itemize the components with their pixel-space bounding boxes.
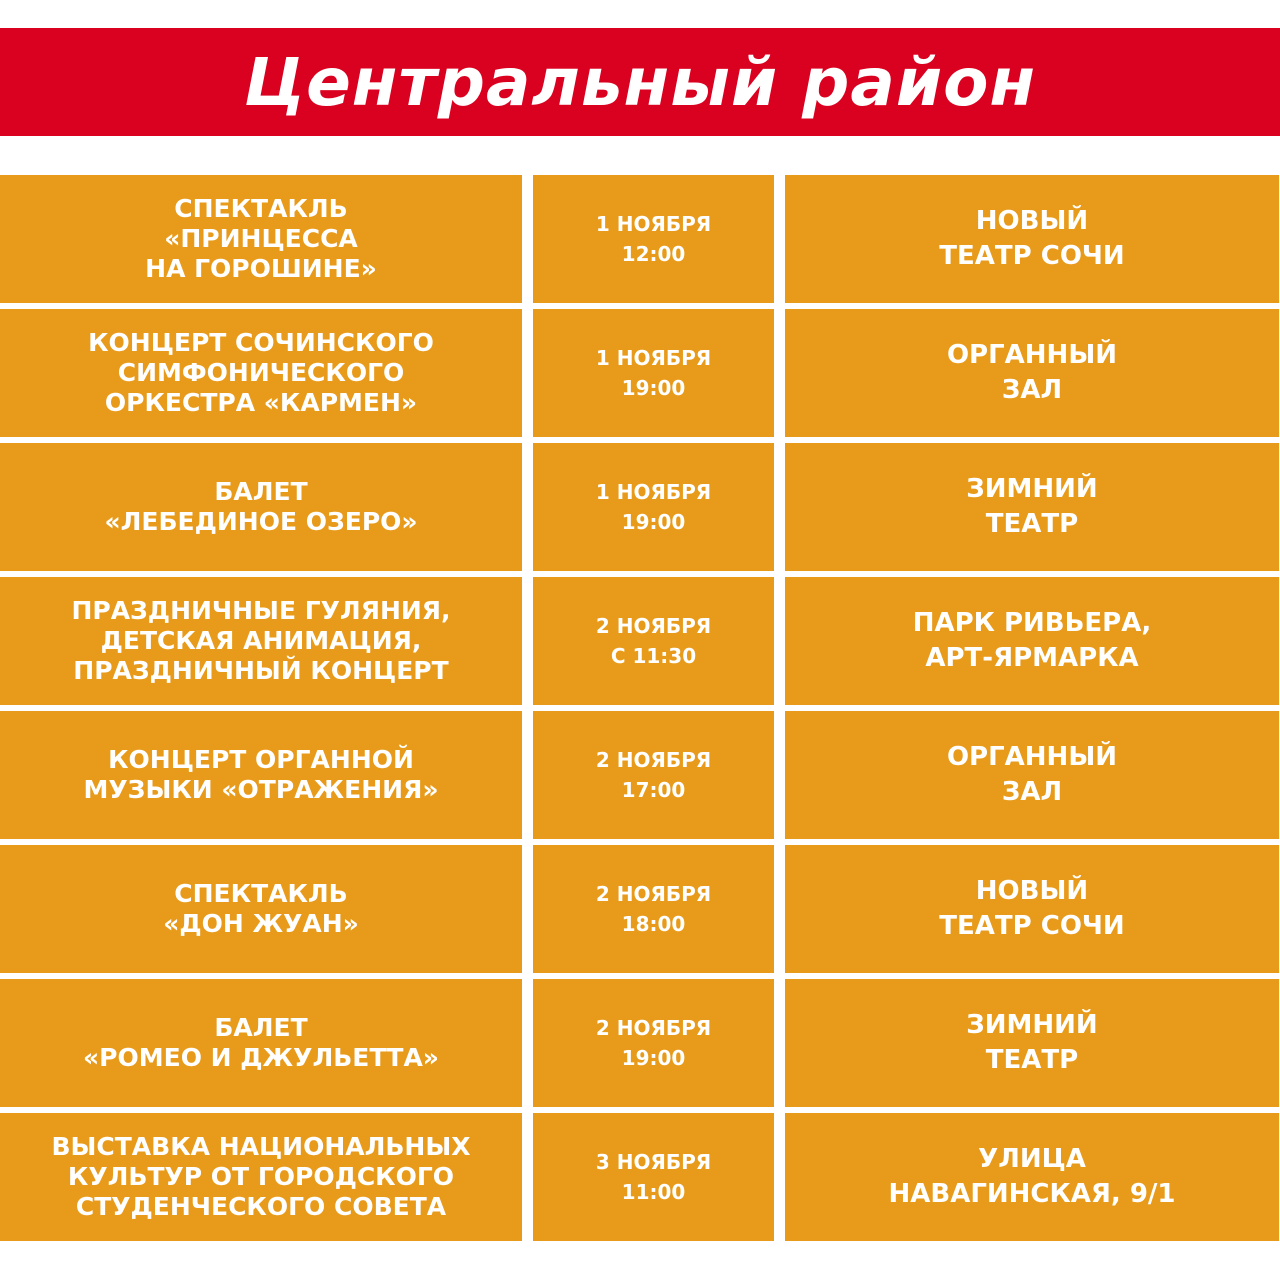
event-name: СПЕКТАКЛЬ «ПРИНЦЕССА НА ГОРОШИНЕ» xyxy=(0,175,522,303)
event-venue: ОРГАННЫЙ ЗАЛ xyxy=(785,711,1279,839)
event-name: СПЕКТАКЛЬ «ДОН ЖУАН» xyxy=(0,845,522,973)
event-datetime: 3 НОЯБРЯ 11:00 xyxy=(533,1113,774,1241)
event-datetime: 2 НОЯБРЯ 17:00 xyxy=(533,711,774,839)
schedule-table xyxy=(0,175,1280,1241)
event-name: БАЛЕТ «ЛЕБЕДИНОЕ ОЗЕРО» xyxy=(0,443,522,571)
title-banner xyxy=(0,28,1280,136)
event-name: БАЛЕТ «РОМЕО И ДЖУЛЬЕТТА» xyxy=(0,979,522,1107)
event-datetime: 1 НОЯБРЯ 19:00 xyxy=(533,443,774,571)
event-venue: УЛИЦА НАВАГИНСКАЯ, 9/1 xyxy=(785,1113,1279,1241)
event-datetime: 2 НОЯБРЯ 19:00 xyxy=(533,979,774,1107)
event-venue: ЗИМНИЙ ТЕАТР xyxy=(785,979,1279,1107)
page-title: Центральный район xyxy=(243,43,1037,121)
event-venue: ЗИМНИЙ ТЕАТР xyxy=(785,443,1279,571)
event-datetime: 2 НОЯБРЯ С 11:30 xyxy=(533,577,774,705)
event-datetime: 1 НОЯБРЯ 19:00 xyxy=(533,309,774,437)
event-datetime: 1 НОЯБРЯ 12:00 xyxy=(533,175,774,303)
event-venue: ПАРК РИВЬЕРА, АРТ-ЯРМАРКА xyxy=(785,577,1279,705)
event-datetime: 2 НОЯБРЯ 18:00 xyxy=(533,845,774,973)
event-venue: ОРГАННЫЙ ЗАЛ xyxy=(785,309,1279,437)
event-venue: НОВЫЙ ТЕАТР СОЧИ xyxy=(785,845,1279,973)
event-name: ПРАЗДНИЧНЫЕ ГУЛЯНИЯ, ДЕТСКАЯ АНИМАЦИЯ, ПРАЗДНИЧНЫЙ КОНЦЕРТ xyxy=(0,577,522,705)
event-name: КОНЦЕРТ СОЧИНСКОГО СИМФОНИЧЕСКОГО ОРКЕСТРА «КАРМЕН» xyxy=(0,309,522,437)
event-name: КОНЦЕРТ ОРГАННОЙ МУЗЫКИ «ОТРАЖЕНИЯ» xyxy=(0,711,522,839)
event-venue: НОВЫЙ ТЕАТР СОЧИ xyxy=(785,175,1279,303)
event-name: ВЫСТАВКА НАЦИОНАЛЬНЫХ КУЛЬТУР ОТ ГОРОДСКОГО СТУДЕНЧЕСКОГО СОВЕТА xyxy=(0,1113,522,1241)
